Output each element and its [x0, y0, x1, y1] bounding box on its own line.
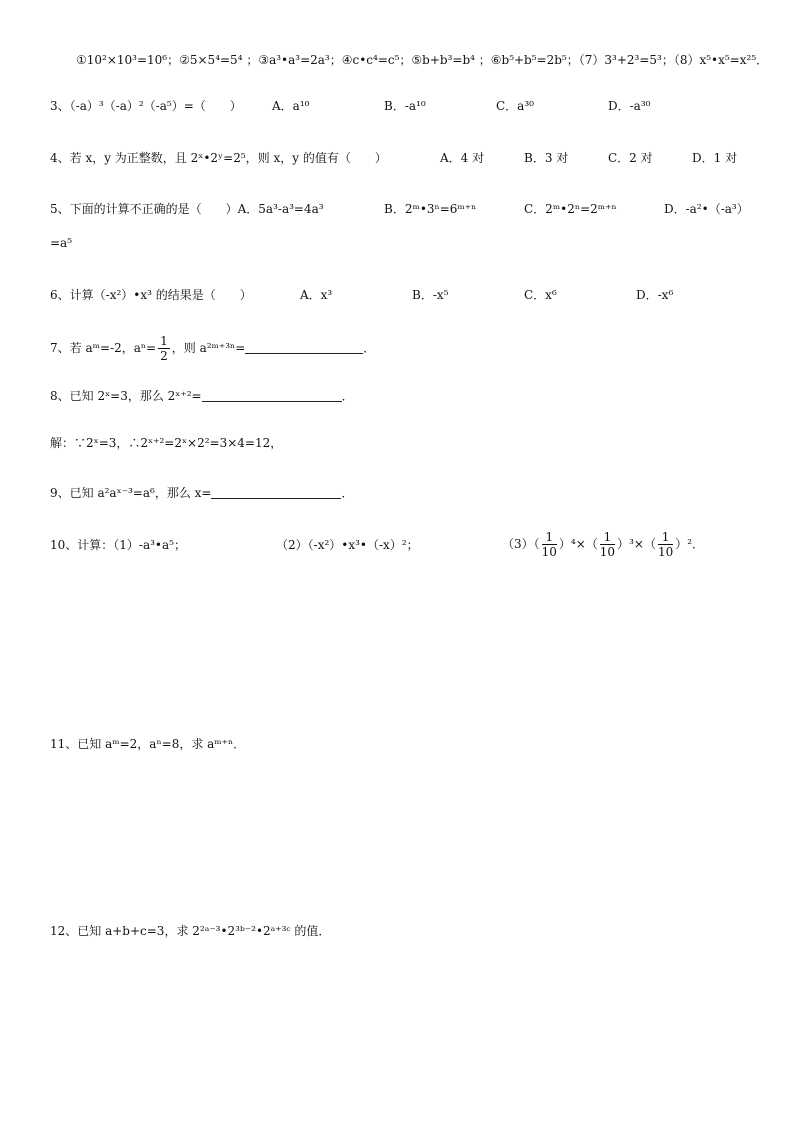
question-7-prefix: 7、若 aᵐ=-2，aⁿ= [50, 341, 157, 355]
question-5-option-c: C．2ᵐ•2ⁿ=2ᵐ⁺ⁿ [524, 202, 617, 216]
question-6-option-c: C．x⁶ [524, 288, 557, 302]
question-10-part-2: （2）（-x²）•x³•（-x）²； [276, 538, 419, 552]
question-4-option-c: C．2 对 [608, 151, 653, 165]
question-5-continuation: =a⁵ [50, 236, 73, 250]
question-5-stem: 5、下面的计算不正确的是（ ）A．5a³-a³=4a³ [50, 202, 324, 216]
fraction-numerator: 1 [600, 530, 615, 545]
question-9-end: ． [341, 486, 354, 500]
question-7-suffix: ，则 a²ᵐ⁺³ⁿ= [171, 341, 246, 355]
question-6-option-b: B．-x⁵ [412, 288, 449, 302]
question-3-option-a: A．a¹⁰ [272, 99, 310, 113]
question-5-option-b: B．2ᵐ•3ⁿ=6ᵐ⁺ⁿ [384, 202, 477, 216]
question-3-option-c: C．a³⁰ [496, 99, 534, 113]
question-7-end: ． [363, 341, 376, 355]
answer-blank[interactable] [211, 486, 341, 499]
question-4-option-d: D．1 对 [692, 151, 738, 165]
question-8 [50, 388, 354, 404]
fraction-one-tenth [542, 530, 557, 559]
part-3-power-2: ）²． [675, 537, 705, 551]
part-3-power-3: ）³×（ [617, 537, 656, 551]
question-10-part-3 [502, 530, 704, 559]
question-6-option-d: D．-x⁶ [636, 288, 674, 302]
question-2-items: ①10²×10³=10⁶；②5×5⁴=5⁴ ；③a³•a³=2a³；④c•c⁴=c⁵；⑤b+b³=b⁴ ；⑥b⁵+b⁵=2b⁵；（7）3³+2³=5³；（8）x⁵•x⁵=x²⁵． [76, 53, 769, 67]
question-4-stem: 4、若 x，y 为正整数，且 2ˣ•2ʸ=2⁵，则 x，y 的值有（ ） [50, 151, 387, 165]
fraction-denominator: 2 [160, 349, 168, 363]
question-4-option-a: A．4 对 [440, 151, 485, 165]
question-8-solution: 解：∵2ˣ=3，∴2ˣ⁺²=2ˣ×2²=3×4=12， [50, 436, 283, 450]
fraction-denominator: 10 [657, 545, 674, 559]
answer-blank[interactable] [245, 341, 363, 354]
question-9-prefix: 9、已知 a²aˣ⁻³=a⁶，那么 x= [50, 486, 212, 500]
fraction-one-tenth [600, 530, 615, 559]
fraction-numerator: 1 [658, 530, 673, 545]
question-9 [50, 485, 353, 501]
question-6-option-a: A．x³ [300, 288, 333, 302]
question-11: 11、已知 aᵐ=2，aⁿ=8，求 aᵐ⁺ⁿ． [50, 737, 246, 751]
part-3-power-4: ）⁴×（ [558, 537, 598, 551]
fraction-numerator: 1 [542, 530, 557, 545]
part-3-open: （3）（ [502, 537, 540, 551]
question-8-prefix: 8、已知 2ˣ=3，那么 2ˣ⁺²= [50, 389, 202, 403]
fraction-denominator: 10 [599, 545, 616, 559]
question-3-option-b: B．-a¹⁰ [384, 99, 426, 113]
fraction-denominator: 10 [541, 545, 557, 559]
question-6-stem: 6、计算（-x²）•x³ 的结果是（ ） [50, 288, 252, 302]
answer-blank[interactable] [202, 389, 342, 402]
fraction-one-half [158, 334, 170, 363]
question-5-option-d: D．-a²•（-a³） [664, 202, 749, 216]
question-7 [50, 334, 375, 363]
fraction-one-tenth [658, 530, 673, 559]
question-10-part-1: 10、计算：（1）-a³•a⁵； [50, 538, 186, 552]
question-3-option-d: D．-a³⁰ [608, 99, 651, 113]
question-4-option-b: B．3 对 [524, 151, 569, 165]
fraction-numerator: 1 [160, 334, 168, 348]
question-12: 12、已知 a+b+c=3，求 2²ᵃ⁻³•2³ᵇ⁻²•2ᵃ⁺³ᶜ 的值． [50, 924, 331, 938]
question-8-end: ． [341, 389, 354, 403]
question-3-stem: 3、（-a）³（-a）²（-a⁵）=（ ） [50, 99, 242, 113]
